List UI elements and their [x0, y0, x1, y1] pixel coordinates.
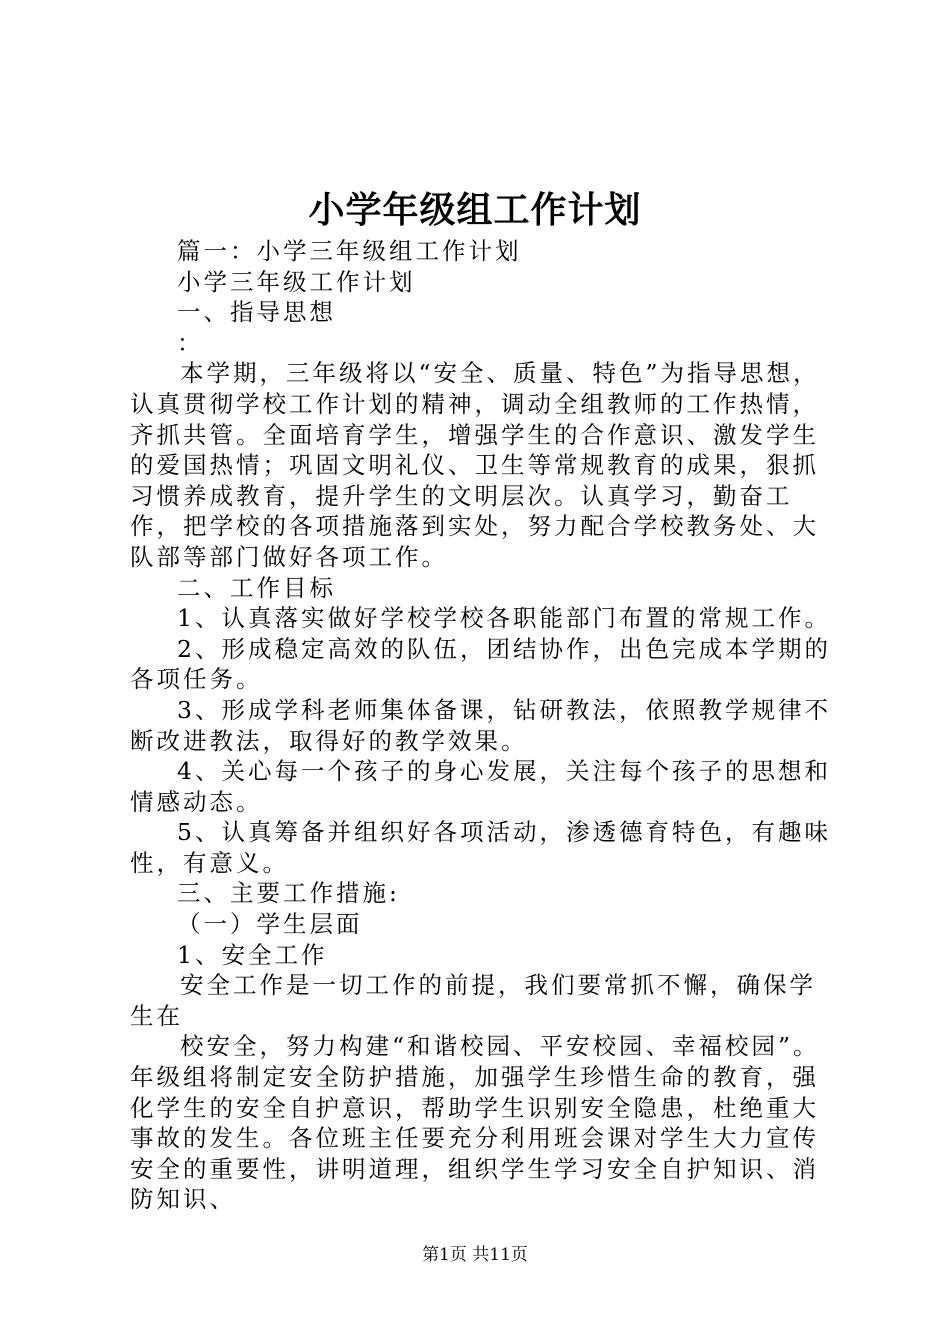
document-body [130, 236, 842, 1215]
paragraph-safety-intro: 安全工作是一切工作的前提，我们要常抓不懈，确保学生在 [130, 971, 816, 1030]
paragraph-heading-students: （一）学生层面 [177, 910, 363, 939]
paragraph-guiding-body: 本学期，三年级将以“安全、质量、特色”为指导思想，认真贯彻学校工作计划的精神，调动全组教师的工作热情，齐抓共管。全面培育学生，增强学生的合作意识、激发学生的爱国热情；巩固文明礼仪、卫生等常规教育的成果，狠抓习惯养成教育，提升学生的文明层次。认真学习，勤奋工作，把学校的各项措施落到实处，努力配合学校教务处、大队部等部门做好各项工作。 [130, 359, 820, 571]
paragraph-goal-2: 2、形成稳定高效的队伍，团结协作，出色完成本学期的各项任务。 [130, 634, 831, 694]
paragraph-colon: ： [177, 328, 204, 357]
paragraph-section-heading: 篇一：小学三年级组工作计划 [177, 237, 522, 265]
paragraph-heading-guiding: 一、指导思想 [177, 298, 336, 327]
paragraph-goal-3: 3、形成学科老师集体备课，钻研教法，依照教学规律不断改进教法，取得好的教学效果。 [130, 695, 831, 755]
document-title: 小学年级组工作计划 [308, 189, 642, 231]
page-number: 第1页 共11页 [422, 1245, 528, 1265]
paragraph-goal-1: 1、认真落实做好学校学校各职能部门布置的常规工作。 [177, 604, 831, 633]
paragraph-heading-measures: 三、主要工作措施: [177, 879, 400, 908]
paragraph-heading-goals: 二、工作目标 [177, 573, 336, 602]
paragraph-subtitle: 小学三年级工作计划 [177, 267, 416, 296]
paragraph-goal-5: 5、认真筹备并组织好各项活动，渗透德育特色，有趣味性，有意义。 [130, 818, 831, 877]
paragraph-heading-safety: 1、安全工作 [177, 940, 328, 969]
paragraph-safety-body: 校安全，努力构建“和谐校园、平安校园、幸福校园”。年级组将制定安全防护措施，加强学生珍惜生命的教育，强化学生的安全自护意识，帮助学生识别安全隐患，杜绝重大事故的发生。各位班主任要充分利用班会课对学生大力宣传安全的重要性，讲明道理，组织学生学习安全自护知识、消防知识、 [130, 1032, 820, 1214]
paragraph-goal-4: 4、关心每一个孩子的身心发展，关注每个孩子的思想和情感动态。 [130, 757, 831, 816]
